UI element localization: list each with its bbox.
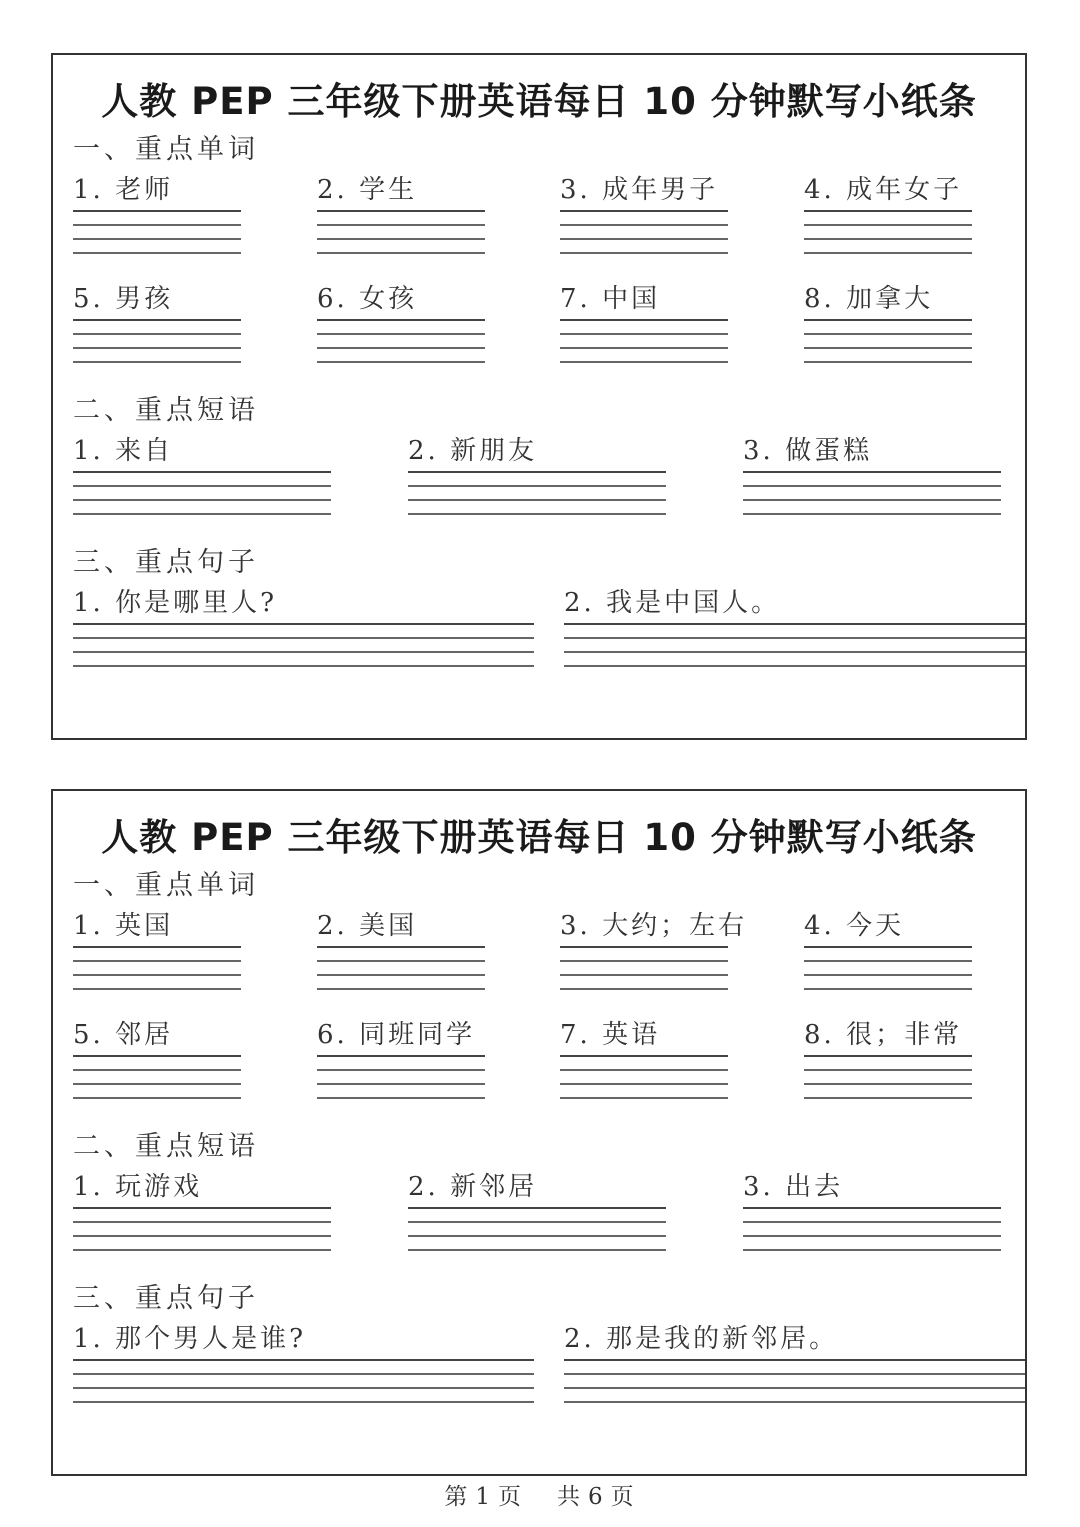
sentence-item	[564, 1319, 1025, 1415]
sentence-prompt: 1. 那个男人是谁?	[73, 1324, 307, 1354]
writing-lines[interactable]	[564, 623, 1025, 667]
word-prompt: 2. 学生	[317, 175, 418, 205]
sentence-prompt: 1. 你是哪里人?	[73, 588, 278, 618]
section-heading-words: 一、重点单词	[73, 134, 259, 165]
phrase-prompt: 2. 新朋友	[408, 436, 538, 466]
sentence-prompt: 2. 那是我的新邻居。	[564, 1324, 839, 1354]
word-item	[317, 279, 485, 375]
phrase-item	[73, 431, 331, 527]
word-prompt: 2. 美国	[317, 911, 418, 941]
writing-lines[interactable]	[317, 1055, 485, 1099]
section-heading-phrases: 二、重点短语	[73, 395, 259, 426]
word-item	[73, 906, 241, 1002]
dictation-sheet-2	[51, 789, 1027, 1476]
word-item	[317, 1015, 485, 1111]
total-pages: 6	[587, 1484, 605, 1510]
writing-lines[interactable]	[408, 471, 666, 515]
section-heading-words: 一、重点单词	[73, 870, 259, 901]
phrase-prompt: 1. 玩游戏	[73, 1172, 203, 1202]
writing-lines[interactable]	[73, 471, 331, 515]
page-unit: 页	[498, 1484, 524, 1510]
page-number: 1	[475, 1484, 493, 1510]
section-heading-phrases: 二、重点短语	[73, 1131, 259, 1162]
writing-lines[interactable]	[73, 1207, 331, 1251]
word-prompt: 4. 成年女子	[804, 175, 963, 205]
phrase-prompt: 1. 来自	[73, 436, 174, 466]
phrase-item	[743, 431, 1001, 527]
section-heading-sentences: 三、重点句子	[73, 1283, 259, 1314]
sentence-item	[73, 583, 534, 679]
writing-lines[interactable]	[73, 1359, 534, 1403]
word-item	[73, 279, 241, 375]
word-prompt: 1. 英国	[73, 911, 174, 941]
word-item	[73, 1015, 241, 1111]
writing-lines[interactable]	[743, 1207, 1001, 1251]
total-label: 共	[556, 1484, 582, 1510]
word-item	[317, 170, 485, 266]
phrase-prompt: 3. 做蛋糕	[743, 436, 873, 466]
phrase-item	[408, 431, 666, 527]
page-label: 第	[444, 1484, 470, 1510]
word-prompt: 1. 老师	[73, 175, 174, 205]
writing-lines[interactable]	[560, 1055, 728, 1099]
section-heading-sentences: 三、重点句子	[73, 547, 259, 578]
word-item	[73, 170, 241, 266]
word-prompt: 8. 很；非常	[804, 1020, 963, 1050]
word-item	[560, 906, 748, 1002]
writing-lines[interactable]	[317, 210, 485, 254]
word-item	[560, 170, 728, 266]
writing-lines[interactable]	[804, 319, 972, 363]
phrase-item	[408, 1167, 666, 1263]
writing-lines[interactable]	[560, 210, 728, 254]
writing-lines[interactable]	[73, 946, 241, 990]
word-prompt: 5. 男孩	[73, 284, 174, 314]
writing-lines[interactable]	[560, 319, 728, 363]
word-item	[804, 906, 972, 1002]
dictation-sheet-1	[51, 53, 1027, 740]
word-prompt: 3. 大约；左右	[560, 911, 748, 941]
writing-lines[interactable]	[408, 1207, 666, 1251]
word-prompt: 6. 女孩	[317, 284, 418, 314]
word-prompt: 7. 英语	[560, 1020, 661, 1050]
phrase-item	[743, 1167, 1001, 1263]
sentence-prompt: 2. 我是中国人。	[564, 588, 781, 618]
writing-lines[interactable]	[560, 946, 728, 990]
word-item	[804, 170, 972, 266]
sentence-item	[564, 583, 1025, 679]
word-item	[317, 906, 485, 1002]
phrase-prompt: 2. 新邻居	[408, 1172, 538, 1202]
writing-lines[interactable]	[73, 1055, 241, 1099]
phrase-item	[73, 1167, 331, 1263]
sentence-item	[73, 1319, 534, 1415]
word-item	[560, 279, 728, 375]
writing-lines[interactable]	[73, 623, 534, 667]
writing-lines[interactable]	[317, 946, 485, 990]
word-prompt: 5. 邻居	[73, 1020, 174, 1050]
word-prompt: 4. 今天	[804, 911, 905, 941]
word-item	[560, 1015, 728, 1111]
writing-lines[interactable]	[317, 319, 485, 363]
phrase-prompt: 3. 出去	[743, 1172, 844, 1202]
writing-lines[interactable]	[804, 210, 972, 254]
writing-lines[interactable]	[73, 210, 241, 254]
word-prompt: 6. 同班同学	[317, 1020, 476, 1050]
word-item	[804, 279, 972, 375]
word-prompt: 7. 中国	[560, 284, 661, 314]
writing-lines[interactable]	[564, 1359, 1025, 1403]
page-footer	[0, 1478, 1080, 1511]
writing-lines[interactable]	[804, 946, 972, 990]
sheet-title: 人教 PEP 三年级下册英语每日 10 分钟默写小纸条	[101, 80, 977, 123]
writing-lines[interactable]	[804, 1055, 972, 1099]
writing-lines[interactable]	[73, 319, 241, 363]
sheet-title: 人教 PEP 三年级下册英语每日 10 分钟默写小纸条	[101, 816, 977, 859]
word-item	[804, 1015, 972, 1111]
writing-lines[interactable]	[743, 471, 1001, 515]
word-prompt: 8. 加拿大	[804, 284, 934, 314]
total-unit: 页	[610, 1484, 636, 1510]
word-prompt: 3. 成年男子	[560, 175, 719, 205]
